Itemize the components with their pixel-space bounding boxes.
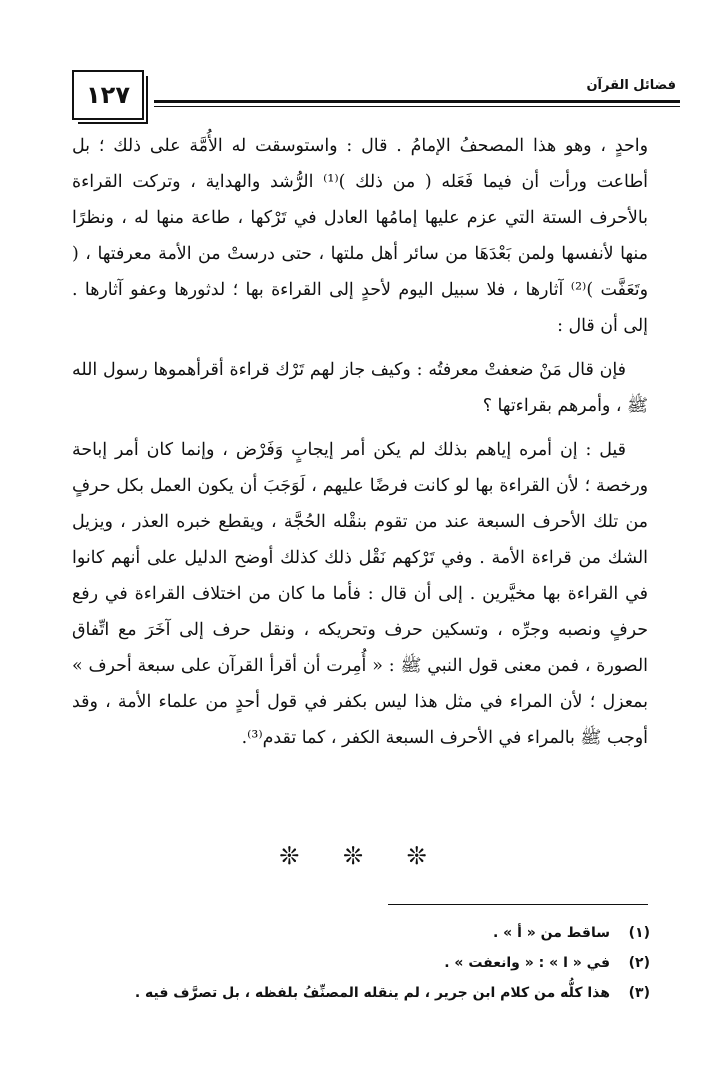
footnote (72, 948, 650, 978)
running-title: فضائل القرآن (586, 78, 676, 93)
main-text (72, 128, 648, 764)
footnote-number: (٣) (628, 985, 650, 1001)
footnote (72, 918, 650, 948)
page-number: ١٢٧ (72, 70, 144, 120)
footnote-text: في « ا » : « وانعفت » . (444, 955, 610, 971)
footnote-rule (388, 904, 648, 905)
header-rule-thin (154, 106, 680, 107)
footnote (72, 978, 650, 1008)
footnote-text: ساقط من « أ » . (492, 925, 610, 941)
footnote-number: (١) (628, 925, 650, 941)
paragraph: فإن قال مَنْ ضعفتْ معرفتُه : وكيف جاز لهم تَرْك قراءة أقرأهموها رسول الله ﷺ ، وأمرهم بقراءتها ؟ (72, 360, 648, 416)
section-separator: ❊ ❊ ❊ (279, 842, 445, 870)
paragraph: قيل : إن أمره إياهم بذلك لم يكن أمر إيجابٍ وَفَرْض ، وإنما كان أمر إباحة ورخصة ؛ لأن القراءة بها لو كانت فرضًا عليهم ، لَوَجَبَ أن يكون العمل بكل حرفٍ من تلك الأحرف السبعة عند من تقوم بنقْله الحُجَّة ، ويقطع خبره العذر ، ويزيل الشك من قراءة الأمة . وفي تَرْكهم نَقْل ذلك كذلك أوضح الدليل على أنهم كانوا في القراءة بها مخيَّرين . إلى أن قال : فأما ما كان من اختلاف القراءة في رفع حرفٍ ونصبه وجرِّه ، وتسكين حرف وتحريكه ، ونقل حرف إلى آخَرَ مع اتِّفاق الصورة ، فمن معنى قول النبي ﷺ : « أُمِرت أن أقرأ القرآن على سبعة أحرف » بمعزل ؛ لأن المراء في مثل هذا ليس بكفر في قول أحدٍ من علماء الأمة ، وقد أوجب ﷺ بالمراء في الأحرف السبعة الكفر ، كما تقدم⁽³⁾. (72, 440, 648, 748)
header-rule-thick (154, 100, 680, 103)
footnotes (72, 918, 650, 1008)
footnote-number: (٢) (628, 955, 650, 971)
footnote-text: هذا كلُّه من كلام ابن جرير ، لم ينقله المصنِّفُ بلفظه ، بل تصرَّف فيه . (134, 985, 610, 1001)
paragraph: واحدٍ ، وهو هذا المصحفُ الإمامُ . قال : واستوسقت له الأُمَّة على ذلك ؛ بل أطاعت ورأت أن فيما فَعَله ( من ذلك )⁽¹⁾ الرُّشد والهداية ، وتركت القراءة بالأحرف الستة التي عزم عليها إمامُها العادل في تَرْكها ، طاعة منها له ، ونظرًا منها لأنفسها ولمن بَعْدَهَا من سائر أهل ملتها ، حتى درستْ من الأمة معرفتها ، ( وتَعَفَّت )⁽²⁾ آثارها ، فلا سبيل اليوم لأحدٍ إلى القراءة بها ؛ لدثورها وعفو آثارها . إلى أن قال : (72, 136, 648, 336)
page-header (64, 70, 680, 126)
